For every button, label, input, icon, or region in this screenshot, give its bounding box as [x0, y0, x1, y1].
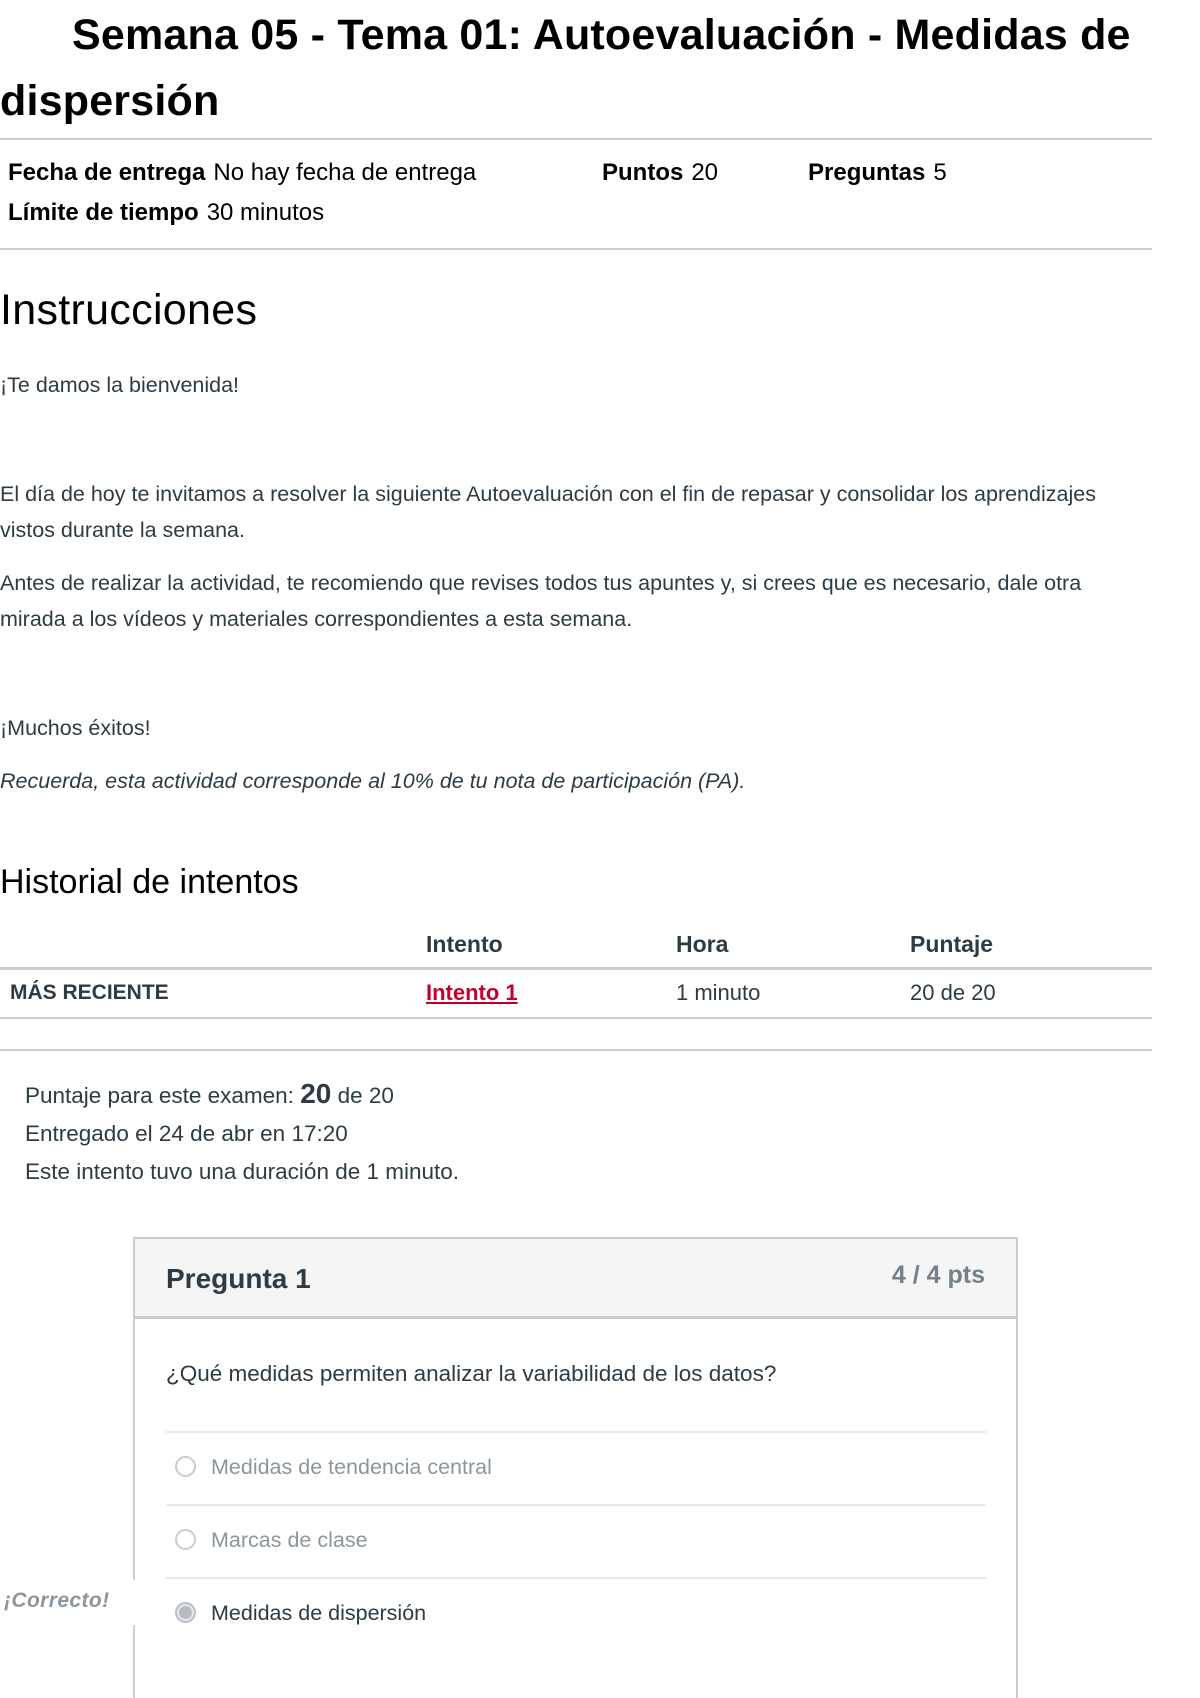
- answer-label: Medidas de dispersión: [211, 1601, 427, 1625]
- instructions-heading: Instrucciones: [0, 286, 258, 334]
- questions-value: 5: [933, 159, 947, 186]
- score-prefix: Puntaje para este examen:: [25, 1083, 294, 1108]
- latest-label: MÁS RECIENTE: [0, 968, 424, 1018]
- welcome-text: ¡Te damos la bienvenida!: [0, 373, 240, 397]
- attempt-duration: Este intento tuvo una duración de 1 minuto.: [25, 1159, 460, 1184]
- answer-option-selected[interactable]: [211, 1601, 426, 1626]
- points: [602, 159, 718, 187]
- column-header-time: Hora: [676, 922, 910, 968]
- page-title: Semana 05 - Tema 01: Autoevaluación - Medidas de dispersión: [0, 11, 1131, 125]
- column-header-empty: [0, 922, 424, 968]
- question-text: ¿Qué medidas permiten analizar la variabilidad de los datos?: [166, 1361, 777, 1386]
- participation-note: Recuerda, esta actividad corresponde al 10% de tu nota de participación (PA).: [0, 769, 746, 793]
- answer-divider: [166, 1577, 986, 1579]
- radio-icon[interactable]: [175, 1529, 196, 1550]
- score-suffix: de 20: [337, 1083, 394, 1108]
- instructions-paragraph: Antes de realizar la actividad, te recomiendo que revises todos tus apuntes y, si crees que es necesario, dale otra mirada a los vídeos y materiales correspondientes a esta semana.: [0, 571, 1082, 631]
- time-limit-value: 30 minutos: [206, 199, 325, 226]
- questions-count: [808, 159, 947, 187]
- attempt-score: 20 de 20: [910, 968, 1152, 1018]
- result-summary: [0, 1075, 1152, 1191]
- time-limit-label: Límite de tiempo: [8, 199, 199, 226]
- table-row: [0, 968, 1152, 1018]
- points-label: Puntos: [602, 159, 684, 186]
- good-luck-text: ¡Muchos éxitos!: [0, 716, 151, 740]
- answer-option[interactable]: [211, 1455, 492, 1480]
- points-value: 20: [691, 159, 719, 186]
- question-points: 4 / 4 pts: [891, 1261, 985, 1289]
- answer-divider: [166, 1504, 986, 1506]
- questions-label: Preguntas: [808, 159, 926, 186]
- answer-divider: [166, 1431, 986, 1433]
- quiz-meta: [0, 140, 1152, 248]
- question-card-1: [133, 1237, 1018, 1698]
- submitted-date: Entregado el 24 de abr en 17:20: [25, 1121, 348, 1146]
- correct-answer-badge: ¡Correcto!: [4, 1589, 110, 1612]
- divider: [0, 1049, 1152, 1051]
- question-title: Pregunta 1: [166, 1263, 311, 1294]
- attempt-history-table: [0, 922, 1152, 1019]
- attempt-link[interactable]: Intento 1: [426, 980, 518, 1006]
- due-date: [8, 159, 476, 187]
- due-date-value: No hay fecha de entrega: [213, 159, 477, 186]
- quiz-title-wrap: [0, 0, 1152, 138]
- divider: [0, 248, 1152, 250]
- column-header-attempt: Intento: [424, 922, 676, 968]
- score-line: [25, 1075, 1152, 1115]
- score-value: 20: [300, 1078, 332, 1109]
- radio-selected-icon[interactable]: [175, 1602, 196, 1623]
- column-header-score: Puntaje: [910, 922, 1152, 968]
- correct-marker-gap: [133, 1580, 135, 1625]
- radio-icon[interactable]: [175, 1456, 196, 1477]
- table-header-row: [0, 922, 1152, 968]
- attempt-time: 1 minuto: [676, 968, 910, 1018]
- answer-option[interactable]: [211, 1528, 368, 1553]
- history-heading: Historial de intentos: [0, 863, 299, 901]
- time-limit: [8, 199, 324, 227]
- answer-label: Marcas de clase: [211, 1528, 368, 1552]
- question-header: [135, 1239, 1016, 1319]
- instructions-body: [0, 367, 1152, 799]
- due-date-label: Fecha de entrega: [8, 159, 206, 186]
- instructions-paragraph: El día de hoy te invitamos a resolver la siguiente Autoevaluación con el fin de repasar y consolidar los aprendizajes vistos durante la semana.: [0, 482, 1096, 542]
- answer-label: Medidas de tendencia central: [211, 1455, 492, 1479]
